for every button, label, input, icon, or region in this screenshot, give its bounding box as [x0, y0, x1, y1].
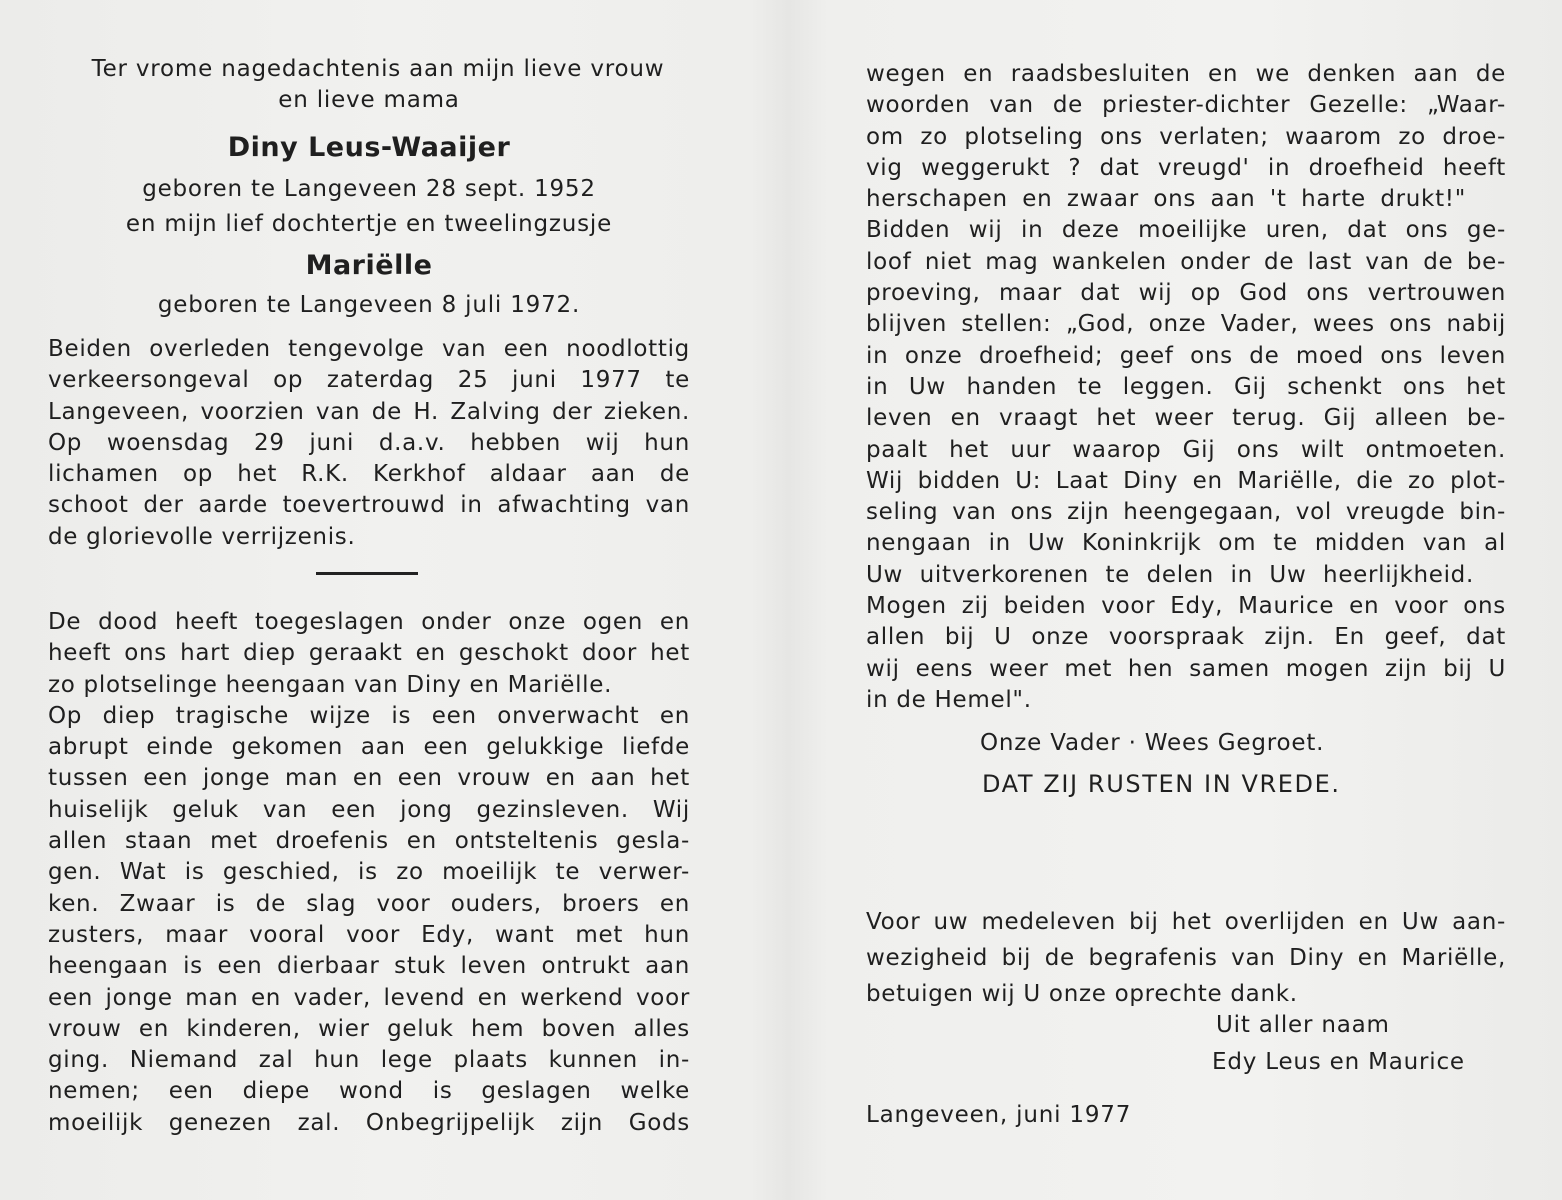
text-line: vig weggerukt ? dat vreugd' in droefheid heeft — [866, 154, 1506, 181]
text-line: proeving, maar dat wij op God ons vertrouwen — [866, 280, 1506, 307]
text-line: in onze droefheid; geef ons de moed ons leven — [866, 342, 1506, 369]
text-line: huiselijk geluk van een jong gezinsleven. Wij — [48, 796, 690, 823]
text-line: zo plotselinge heengaan van Diny en Mariëlle. — [48, 671, 613, 698]
text-line: herschapen en zwaar ons aan 't harte drukt!" — [866, 186, 1466, 213]
text-line: Bidden wij in deze moeilijke uren, dat ons ge- — [866, 217, 1506, 244]
text-line: tussen een jonge man en een vrouw en aan het — [48, 765, 690, 792]
text-line: ging. Niemand zal hun lege plaats kunnen in- — [48, 1047, 690, 1074]
text-line: blijven stellen: „God, onze Vader, wees ons nabij — [866, 311, 1506, 338]
text-line: Mogen zij beiden voor Edy, Maurice en voor ons — [866, 593, 1506, 620]
text-line: verkeersongeval op zaterdag 25 juni 1977 te — [48, 367, 690, 394]
right-page — [866, 0, 1506, 1200]
text-line: Op diep tragische wijze is een onverwacht en — [48, 702, 690, 729]
text-line: Beiden overleden tengevolge van een noodlottig — [48, 336, 690, 362]
prayer-paragraph — [866, 59, 1506, 716]
text-line: abrupt einde gekomen aan een gelukkige liefde — [48, 734, 690, 761]
deceased-name-2: Mariëlle — [305, 250, 433, 281]
text-line: ken. Zwaar is de slag voor ouders, broers en — [48, 890, 690, 917]
text-line: Langeveen, voorzien van de H. Zalving der zieken. — [48, 398, 690, 425]
text-line: lichamen op het R.K. Kerkhof aldaar aan de — [48, 461, 690, 488]
text-line: wezigheid bij de begrafenis van Diny en Mariëlle, — [866, 945, 1506, 971]
section-divider — [316, 572, 418, 575]
text-line: Uw uitverkorenen te delen in Uw heerlijkheid. — [866, 561, 1474, 588]
text-line: Op woensdag 29 juni d.a.v. hebben wij hun — [48, 429, 690, 456]
dedication-line-1: Ter vrome nagedachtenis aan mijn lieve vrouw — [91, 56, 665, 82]
text-line: in de Hemel". — [866, 686, 1032, 713]
text-line: De dood heeft toegeslagen onder onze ogen en — [48, 609, 690, 635]
reflection-paragraph — [48, 607, 690, 1139]
text-line: om zo plotseling ons verlaten; waarom zo droe- — [866, 123, 1506, 150]
thanks-paragraph — [866, 904, 1506, 1012]
text-line: gen. Wat is geschied, is zo moeilijk te verwer- — [48, 859, 690, 886]
prayer-names: Onze Vader · Wees Gegroet. — [980, 730, 1325, 756]
rest-in-peace: DAT ZIJ RUSTEN IN VREDE. — [982, 770, 1341, 798]
text-line: wij eens weer met hen samen mogen zijn bij U — [866, 655, 1506, 682]
birth-info-1: geboren te Langeveen 28 sept. 1952 — [142, 176, 596, 202]
text-line: heeft ons hart diep geraakt en geschokt door het — [48, 640, 690, 667]
relation-line: en mijn lief dochtertje en tweelingzusje — [125, 211, 613, 237]
text-line: schoot der aarde toevertrouwd in afwachting van — [48, 492, 690, 519]
place-and-date: Langeveen, juni 1977 — [866, 1102, 1132, 1128]
birth-info-2: geboren te Langeveen 8 juli 1972. — [157, 292, 581, 318]
text-line: seling van ons zijn heengegaan, vol vreugde bin- — [866, 499, 1506, 526]
text-line: in Uw handen te leggen. Gij schenkt ons het — [866, 373, 1506, 400]
text-line: leven en vraagt het weer terug. Gij alleen be- — [866, 405, 1506, 432]
signoff-line-2: Edy Leus en Maurice — [1212, 1049, 1465, 1075]
text-line: zusters, maar vooral voor Edy, want met hun — [48, 921, 690, 948]
text-line: een jonge man en vader, levend en werkend voor — [48, 984, 690, 1011]
text-line: betuigen wij U onze oprechte dank. — [866, 981, 1298, 1007]
text-line: allen staan met droefenis en ontsteltenis gesla- — [48, 828, 690, 855]
left-page — [48, 0, 690, 1200]
text-line: de glorievolle verrijzenis. — [48, 523, 356, 550]
death-notice-paragraph — [48, 334, 690, 553]
text-line: moeilijk genezen zal. Onbegrijpelijk zijn Gods — [48, 1109, 690, 1136]
text-line: Wij bidden U: Laat Diny en Mariëlle, die zo plot- — [866, 467, 1506, 494]
text-line: allen bij U onze voorspraak zijn. En geef, dat — [866, 624, 1506, 651]
text-line: nengaan in Uw Koninkrijk om te midden van al — [866, 530, 1506, 557]
text-line: Voor uw medeleven bij het overlijden en Uw aan- — [866, 909, 1506, 935]
text-line: vrouw en kinderen, wier geluk hem boven alles — [48, 1015, 690, 1042]
signoff-line-1: Uit aller naam — [1216, 1012, 1390, 1038]
text-line: wegen en raadsbesluiten en we denken aan de — [866, 61, 1506, 87]
text-line: nemen; een diepe wond is geslagen welke — [48, 1078, 690, 1105]
deceased-name-1: Diny Leus-Waaijer — [227, 132, 511, 163]
dedication-line-2: en lieve mama — [278, 87, 460, 113]
text-line: paalt het uur waarop Gij ons wilt ontmoeten. — [866, 436, 1506, 463]
text-line: loof niet mag wankelen onder de last van de be- — [866, 248, 1506, 275]
text-line: heengaan is een dierbaar stuk leven ontrukt aan — [48, 953, 690, 980]
text-line: woorden van de priester-dichter Gezelle: „Waar- — [866, 92, 1506, 119]
